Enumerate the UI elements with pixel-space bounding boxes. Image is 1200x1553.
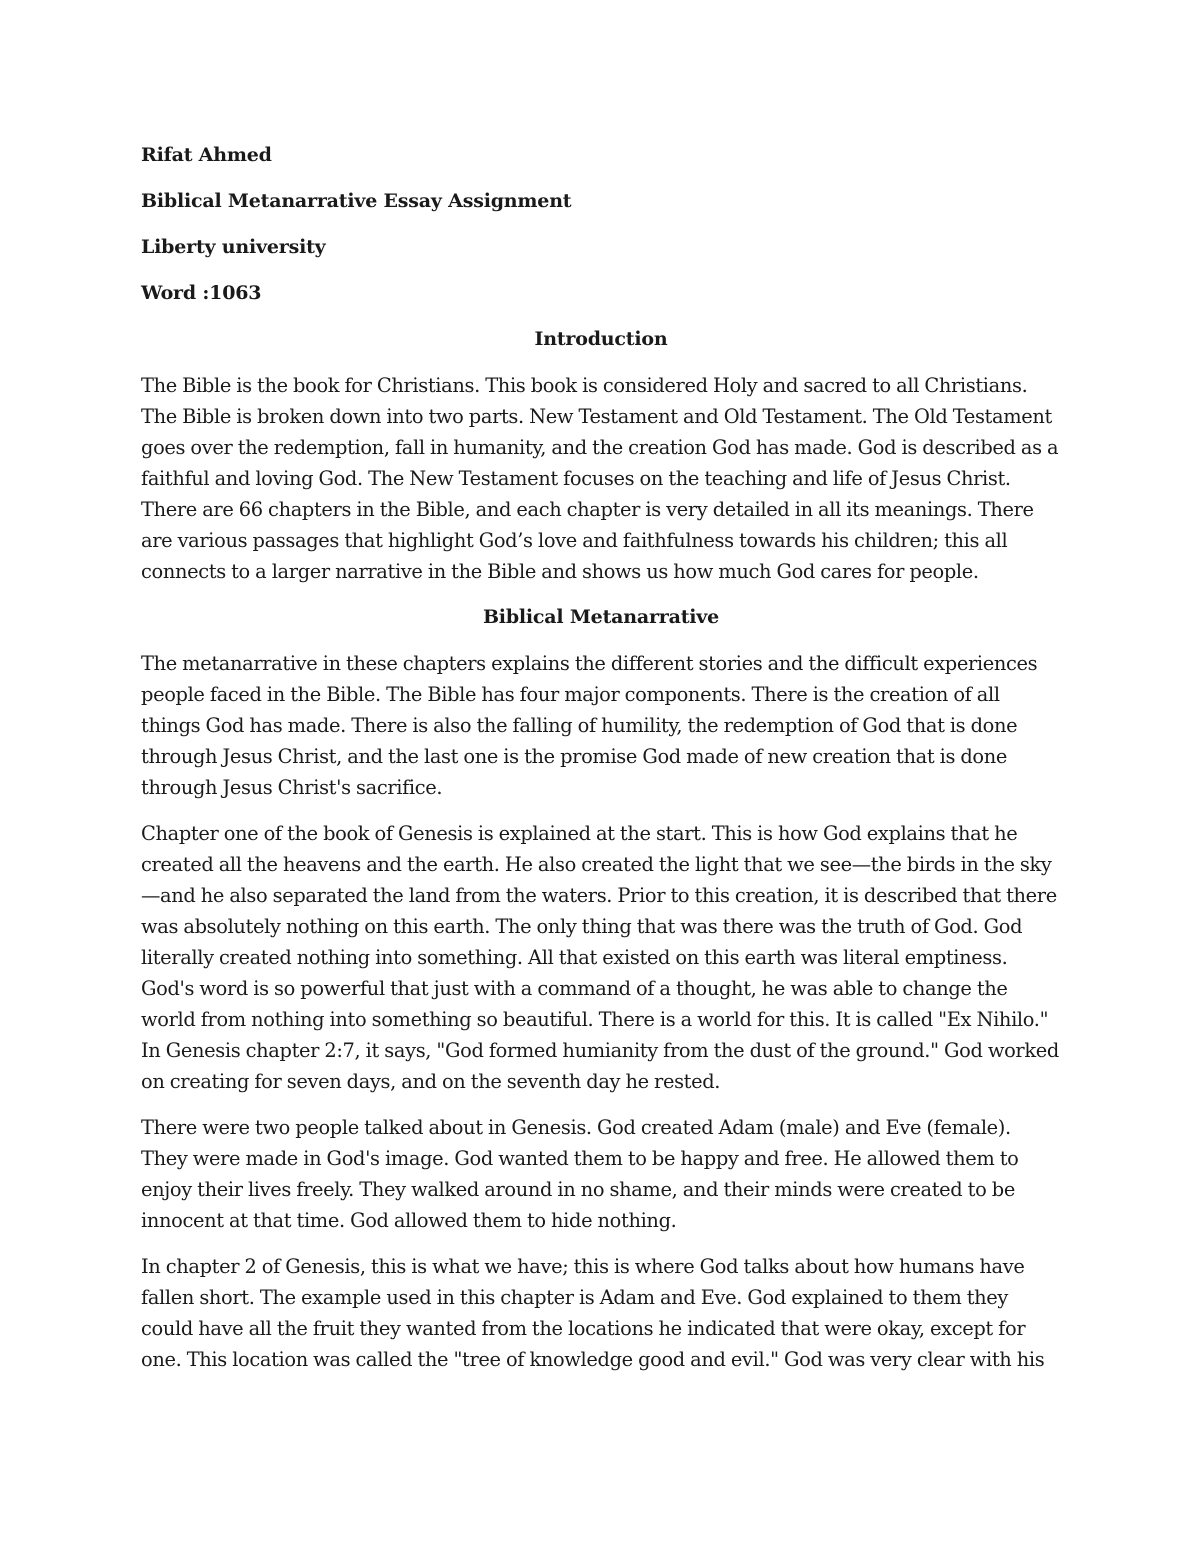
author-name: Rifat Ahmed xyxy=(141,144,272,166)
word-count: Word :1063 xyxy=(141,282,262,304)
metanarrative-paragraph-4: In chapter 2 of Genesis, this is what we have; this is where God talks about how humans have fallen short. The example used in this chapter is Adam and Eve. God explained to them they could have all the fruit they wanted from the locations he indicated that were okay, except for one. This location was called the "tree of knowledge good and evil." God was very clear with his xyxy=(141,1255,1045,1371)
metanarrative-paragraph-3: There were two people talked about in Genesis. God created Adam (male) and Eve (female). They were made in God's image. God wanted them to be happy and free. He allowed them to enjoy their lives freely. They walked around in no shame, and their minds were created to be innocent at that time. God allowed them to hide nothing. xyxy=(141,1116,1019,1232)
metanarrative-paragraph-2: Chapter one of the book of Genesis is explained at the start. This is how God explains that he created all the heavens and the earth. He also created the light that we see—the birds in the sky—and he also separated the land from the waters. Prior to this creation, it is described that there was absolutely nothing on this earth. The only thing that was there was the truth of God. God literally created nothing into something. All that existed on this earth was literal emptiness. God's word is so powerful that just with a command of a thought, he was able to change the world from nothing into something so beautiful. There is a world for this. It is called "Ex Nihilo." In Genesis chapter 2:7, it says, "God formed humianity from the dust of the ground." God worked on creating for seven days, and on the seventh day he rested. xyxy=(141,822,1059,1093)
introduction-paragraph: The Bible is the book for Christians. This book is considered Holy and sacred to all Christians. The Bible is broken down into two parts. New Testament and Old Testament. The Old Testament goes over the redemption, fall in humanity, and the creation God has made. God is described as a faithful and loving God. The New Testament focuses on the teaching and life of Jesus Christ. There are 66 chapters in the Bible, and each chapter is very detailed in all its meanings. There are various passages that highlight God’s love and faithfulness towards his children; this all connects to a larger narrative in the Bible and shows us how much God cares for people. xyxy=(141,374,1059,583)
document-body xyxy=(141,140,1061,1375)
essay-title: Biblical Metanarrative Essay Assignment xyxy=(141,190,572,212)
metanarrative-paragraph-1: The metanarrative in these chapters explains the different stories and the difficult experiences people faced in the Bible. The Bible has four major components. There is the creation of all things God has made. There is also the falling of humility, the redemption of God that is done through Jesus Christ, and the last one is the promise God made of new creation that is done through Jesus Christ's sacrifice. xyxy=(141,652,1038,799)
introduction-heading: Introduction xyxy=(534,328,668,350)
metanarrative-heading: Biblical Metanarrative xyxy=(482,606,720,628)
institution-name: Liberty university xyxy=(141,236,326,258)
